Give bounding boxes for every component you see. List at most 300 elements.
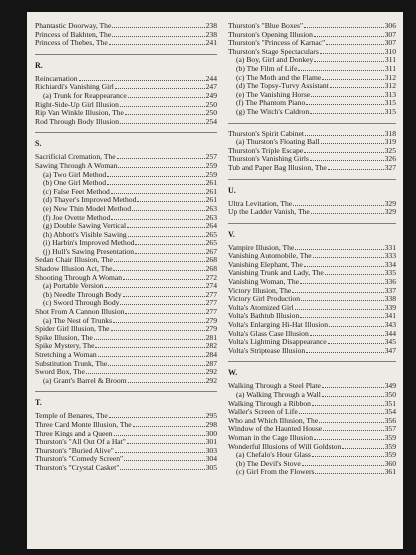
entry-title: Volta's Glass Case Illusion [228,329,309,338]
dot-leader [127,443,205,444]
entry-page-number: 326 [384,155,396,164]
dot-leader [109,44,205,45]
entry-title: Spike Mystery, The [35,342,95,351]
entry-title: Spike Illusion, The [35,333,93,342]
entry-title: (c) Sword Through Body [43,299,120,308]
entry-page-number: 351 [384,399,396,408]
dot-leader [95,347,204,348]
index-entry [35,334,217,343]
section-letter: U. [228,185,236,195]
entry-page-number: 318 [384,129,396,138]
dot-leader [302,465,384,466]
index-entry [228,130,396,139]
dot-leader [114,261,205,262]
index-entry [35,265,217,274]
dot-leader [326,44,383,45]
entry-page-number: 312 [384,82,396,91]
index-entry [228,443,396,452]
entry-page-number: 306 [384,22,396,30]
index-section [35,54,217,127]
dot-leader [310,335,384,336]
index-entry [228,269,396,278]
entry-page-number: 277 [205,299,217,308]
index-subentry [228,460,396,469]
index-subentry [228,99,396,108]
entry-page-number: 343 [384,321,396,330]
entry-page-number: 261 [205,179,217,188]
dot-leader [312,405,384,406]
entry-title: Thurston's "Crystal Casket" [35,463,120,472]
dot-leader [311,96,383,97]
dot-leader [319,422,383,423]
index-subentry [228,65,396,74]
dot-leader [111,330,205,331]
index-subentry [35,299,217,308]
entry-page-number: 277 [205,290,217,299]
index-section [35,22,217,48]
dot-leader [115,88,205,89]
entry-title: (c) The Moth and the Flame [236,73,322,82]
index-subentry [35,248,217,257]
index-subentry [228,74,396,83]
entry-page-number: 315 [384,99,396,108]
entry-title: Shadow Illusion Act, The [35,265,113,274]
index-entry [228,338,396,347]
index-entry [35,464,217,473]
index-subentry [35,377,217,386]
entry-page-number: 335 [384,269,396,278]
dot-leader [113,270,204,271]
index-subentry [35,214,217,223]
entry-title: (c) Girl From the Flowers [236,468,315,477]
dot-leader [295,309,384,310]
entry-title: Thurston's "Buried Alive" [35,446,114,455]
entry-page-number: 259 [205,161,217,170]
index-entry [35,325,217,334]
entry-page-number: 259 [205,170,217,179]
index-subentry [35,222,217,231]
entry-title: Sawing Through A Woman [35,161,118,170]
index-entry [228,252,396,261]
index-subentry [35,196,217,205]
index-entry [35,447,217,456]
index-entry [228,330,396,339]
entry-title: (g) Double Sawing Vertical [43,222,127,231]
index-entry [35,308,217,317]
dot-leader [314,439,384,440]
index-entry [35,360,217,369]
entry-title: Thurston's "All Out Of a Hat" [35,438,126,447]
entry-title: Thurston's Triple Escape [228,146,304,155]
index-entry [228,347,396,356]
entry-title: Vanishing Woman, The [228,278,300,287]
dot-leader [323,430,383,431]
entry-title: (g) The Witch's Caldron [236,107,310,116]
index-entry [228,434,396,443]
index-subentry [228,108,396,117]
entry-page-number: 247 [205,83,217,92]
entry-page-number: 261 [205,196,217,205]
entry-page-number: 298 [205,420,217,429]
entry-page-number: 284 [205,351,217,359]
dot-leader [105,287,205,288]
index-entry [35,109,217,118]
dot-leader [293,205,383,206]
entry-page-number: 337 [384,286,396,295]
entry-page-number: 305 [205,463,217,472]
index-subentry [35,179,217,188]
index-subentry [228,82,396,91]
dot-leader [329,326,384,327]
entry-title: Substitution Trunk, The [35,359,108,368]
entry-title: Walking Through a Steel Plate [228,382,321,391]
dot-leader [128,236,205,237]
entry-page-number: 281 [205,333,217,342]
index-entry [228,155,396,164]
index-entry [228,287,396,296]
entry-title: Vampire Illusion, The [228,243,295,252]
index-subentry [35,317,217,326]
entry-page-number: 250 [205,109,217,118]
entry-page-number: 339 [384,303,396,312]
entry-title: Princess of Thebes, The [35,39,108,48]
index-subentry [228,91,396,100]
entry-page-number: 249 [205,91,217,100]
index-entry [228,147,396,156]
index-entry [228,382,396,391]
entry-title: Rip Van Winkle Illusion, The [35,109,124,118]
dot-leader [132,210,205,211]
entry-page-number: 268 [205,265,217,274]
section-letter: S. [35,139,42,149]
entry-title: Window of the Haunted House [228,425,323,434]
entry-page-number: 338 [384,295,396,304]
dot-leader [311,213,384,214]
entry-title: Shot From A Cannon Illusion [35,308,125,317]
entry-page-number: 265 [205,230,217,239]
dot-leader [325,274,384,275]
index-entry [228,39,396,48]
index-entry [35,75,217,84]
entry-title: (a) Chefalo's Hour Glass [236,451,311,460]
entry-page-number: 263 [205,204,217,213]
dot-leader [120,123,205,124]
dot-leader [133,426,205,427]
dot-leader [298,70,383,71]
entry-page-number: 344 [384,329,396,338]
entry-page-number: 350 [384,391,396,399]
entry-page-number: 313 [384,90,396,99]
entry-title: (b) One Girl Method [43,179,107,188]
dot-leader [310,113,383,114]
dot-leader [322,79,383,80]
entry-page-number: 301 [205,438,217,447]
section-divider [228,179,396,180]
dot-leader [300,283,384,284]
section-divider [228,223,396,224]
entry-page-number: 360 [384,459,396,468]
entry-page-number: 359 [384,442,396,451]
entry-title: Shooting Through A Woman [35,273,123,282]
index-entry [228,244,396,253]
dot-leader [86,373,205,374]
index-subentry [228,451,396,460]
index-entry [35,83,217,92]
dot-leader [118,167,204,168]
entry-page-number: 356 [384,416,396,425]
dot-leader [94,339,205,340]
index-page [27,12,403,549]
entry-page-number: 311 [384,56,396,65]
entry-page-number: 267 [205,247,217,256]
entry-title: (d) The Topsy-Turvy Assistant [236,82,329,91]
entry-title: Sword Box, The [35,368,85,377]
right-column [228,18,396,477]
entry-title: (a) Grant's Barrel & Broom [43,376,127,385]
dot-leader [137,201,204,202]
entry-page-number: 274 [205,282,217,291]
dot-leader [321,143,384,144]
entry-title: (e) The Vanishing Horse [236,90,311,99]
index-entry [35,438,217,447]
entry-title: Waller's Screen of Life [228,408,298,417]
dot-leader [120,304,204,305]
entry-page-number: 310 [384,47,396,56]
entry-title: Victory Illusion, The [228,286,292,295]
index-entry [228,31,396,40]
dot-leader [301,300,384,301]
entry-title: Vanishing Automobile, The [228,252,312,261]
dot-leader [315,473,383,474]
dot-leader [107,184,205,185]
dot-leader [300,317,383,318]
index-subentry [35,188,217,197]
index-entry [35,421,217,430]
entry-page-number: 241 [205,39,217,48]
dot-leader [113,322,205,323]
entry-page-number: 268 [205,256,217,265]
dot-leader [111,193,205,194]
index-entry [228,22,396,31]
entry-title: Phantastic Doorway, The [35,22,112,30]
entry-title: Thurston's "Blue Boxes" [228,22,304,30]
index-entry [228,261,396,270]
entry-page-number: 327 [384,163,396,172]
index-subentry [35,239,217,248]
index-entry [35,153,217,162]
entry-page-number: 238 [205,22,217,30]
dot-leader [320,53,384,54]
entry-title: (b) Needle Through Body [43,290,122,299]
entry-page-number: 250 [205,100,217,109]
index-entry [228,278,396,287]
entry-title: (a) Trunk for Reappearance [43,91,127,100]
dot-leader [313,257,384,258]
entry-title: (e) New Thin Model Method [43,204,132,213]
dot-leader [328,169,384,170]
dot-leader [98,356,205,357]
dot-leader [108,365,204,366]
index-entry [228,408,396,417]
entry-title: Princess of Bakhten, The [35,30,112,39]
index-section [35,391,217,472]
index-subentry [35,92,217,101]
entry-page-number: 282 [205,342,217,351]
entry-title: (a) Portable Version [43,282,104,291]
entry-title: Reincarnation [35,74,78,83]
entry-page-number: 359 [384,433,396,442]
dot-leader [112,36,204,37]
entry-title: (a) Boy, Girl and Donkey [236,56,314,65]
entry-page-number: 295 [205,412,217,421]
entry-page-number: 315 [384,107,396,116]
index-section [228,123,396,173]
entry-page-number: 325 [384,146,396,155]
entry-title: (a) Two Girl Method [43,170,107,179]
entry-page-number: 307 [384,30,396,39]
entry-page-number: 277 [205,308,217,317]
entry-title: Thurston's Vanishing Girls [228,155,309,164]
entry-page-number: 345 [384,338,396,347]
index-entry [35,31,217,40]
entry-title: (b) The Devil's Stove [236,459,301,468]
entry-page-number: 319 [384,138,396,147]
entry-page-number: 347 [384,346,396,355]
entry-page-number: 244 [205,74,217,83]
dot-leader [120,106,205,107]
index-subentry [35,171,217,180]
entry-page-number: 254 [205,117,217,126]
index-entry [35,256,217,265]
entry-page-number: 331 [384,243,396,252]
entry-title: (b) The Film of Life [236,64,298,73]
entry-title: Volta's Atomized Girl [228,303,294,312]
dot-leader [111,219,204,220]
dot-leader [304,27,384,28]
entry-title: (f) The Phantom Piano [236,99,306,108]
entry-page-number: 354 [384,408,396,417]
dot-leader [292,292,383,293]
index-entry [35,101,217,110]
index-entry [228,208,396,217]
dot-leader [295,249,383,250]
entry-title: Thurston's "Princess of Karnac" [228,39,326,48]
entry-title: Three Kings and a Queen [35,429,113,438]
entry-title: Thurston's Opening Illusion [228,30,313,39]
entry-title: (d) Thayer's Improved Method [43,196,137,205]
dot-leader [310,160,384,161]
entry-title: Thurston's Spirit Cabinet [228,129,305,138]
index-subentry [35,291,217,300]
entry-page-number: 263 [205,213,217,222]
section-letter: R. [35,60,43,70]
entry-title: Three Card Monte Illusion, The [35,420,132,429]
dot-leader [128,97,205,98]
entry-page-number: 279 [205,325,217,334]
index-entry [35,274,217,283]
dot-leader [306,352,383,353]
section-letter: T. [35,398,42,408]
entry-page-number: 300 [205,429,217,438]
entry-title: Spider Girl Illusion, The [35,325,110,334]
index-entry [228,417,396,426]
entry-title: Wonderful Illusions of Will Goldston [228,442,342,451]
entry-page-number: 292 [205,376,217,385]
dot-leader [125,313,204,314]
index-entry [228,200,396,209]
index-section [228,223,396,356]
dot-leader [322,396,384,397]
entry-page-number: 279 [205,316,217,325]
index-entry [228,312,396,321]
index-entry [228,425,396,434]
index-subentry [228,391,396,400]
dot-leader [304,266,384,267]
entry-page-number: 304 [205,455,217,464]
entry-title: Right-Side-Up Girl Illusion [35,100,119,109]
entry-page-number: 334 [384,260,396,269]
entry-title: Volta's Enlarging Hi-Hat Illusion [228,321,329,330]
index-entry [35,162,217,171]
section-divider [228,123,396,124]
entry-page-number: 357 [384,425,396,434]
entry-title: (a) Walking Through a Wall [236,391,321,399]
entry-page-number: 329 [384,199,396,208]
entry-title: Vanishing Elephant, The [228,260,303,269]
dot-leader [342,448,383,449]
entry-title: Thurston's Stage Spectaculars [228,47,319,56]
entry-page-number: 336 [384,278,396,287]
entry-title: (a) Thurston's Floating Ball [236,138,320,147]
dot-leader [114,435,205,436]
dot-leader [328,343,384,344]
entry-title: Stretching a Woman [35,351,97,359]
dot-leader [330,87,384,88]
section-letter: W. [228,368,238,378]
index-entry [35,351,217,360]
entry-title: (a) The Nest of Trunks [43,316,113,325]
entry-page-number: 303 [205,446,217,455]
index-entry [228,304,396,313]
index-entry [35,22,217,31]
entry-title: Vanishing Trunk and Lady, The [228,269,324,278]
dot-leader [322,387,384,388]
index-section [228,361,396,477]
index-section [228,179,396,217]
entry-title: (i) Harbin's Improved Method [43,239,135,248]
dot-leader [127,227,204,228]
index-entry [35,342,217,351]
section-divider [35,391,217,392]
entry-page-number: 264 [205,222,217,231]
index-entry [35,455,217,464]
entry-page-number: 257 [205,153,217,162]
index-subentry [35,205,217,214]
dot-leader [314,36,384,37]
entry-page-number: 238 [205,30,217,39]
entry-title: Volta's Striptease Illusion [228,346,306,355]
dot-leader [125,114,205,115]
dot-leader [135,253,205,254]
dot-leader [123,279,205,280]
entry-page-number: 265 [205,239,217,248]
left-column [35,18,217,473]
dot-leader [107,176,204,177]
entry-title: (h) Abbott's Visible Sawing [43,230,127,239]
dot-leader [123,296,205,297]
index-entry [228,164,396,173]
index-subentry [35,282,217,291]
